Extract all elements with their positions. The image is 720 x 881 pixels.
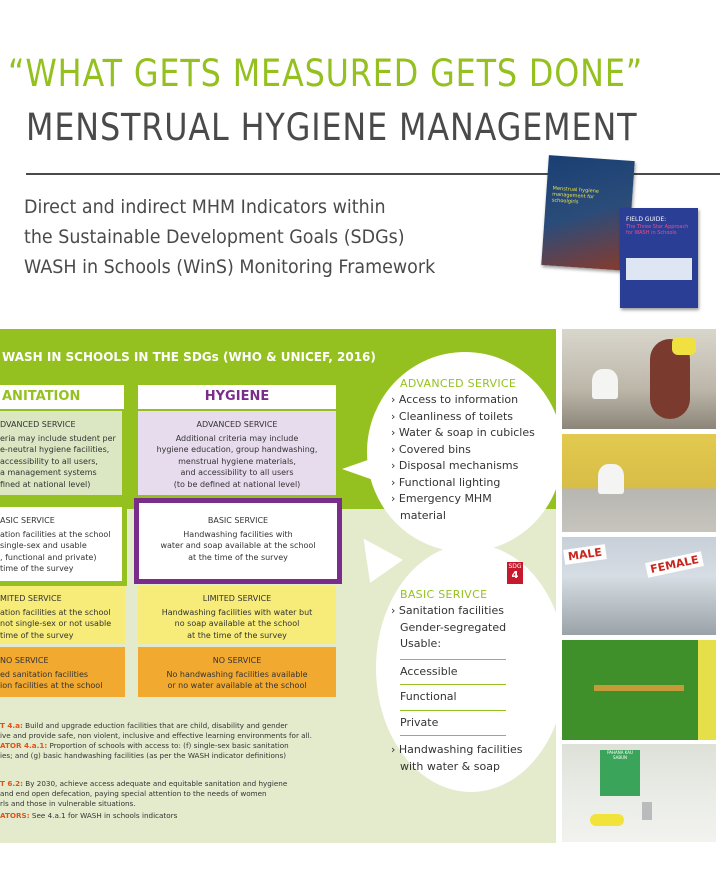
hygiene-basic-title: BASIC SERVICE <box>207 516 269 525</box>
chevron-right-icon: › <box>391 604 396 617</box>
hygiene-advanced-text-1: hygiene education, group handwashing, <box>156 445 318 454</box>
hygiene-basic-text-0: Handwashing facilities with <box>183 529 293 539</box>
sanitation-advanced-text-2: accessibility to all users, <box>0 456 98 466</box>
footnote-text: and end open defecation, paying special attention to the needs of women <box>0 789 267 798</box>
footnote-text: See 4.a.1 for WASH in schools indicators <box>29 811 178 820</box>
male-sign: MALE <box>563 544 607 565</box>
sanitation-column-header: ANITATION <box>0 385 124 409</box>
hygiene-limited-text-0: Handwashing facilities with water but <box>161 607 313 617</box>
basic-bubble-list <box>391 603 523 775</box>
door-frame-shape <box>698 640 716 740</box>
hygiene-limited-title: LIMITED SERVICE <box>202 594 272 603</box>
sanitation-basic-cell <box>0 502 127 586</box>
chevron-right-icon: › <box>391 743 396 756</box>
sanitation-advanced-text-4: fined at national level) <box>0 479 91 489</box>
sanitation-basic-text-3: time of the survey <box>0 564 74 573</box>
sanitation-basic-text-1: single-sex and usable <box>0 541 87 550</box>
sanitation-advanced-cell <box>0 411 122 495</box>
toilet-shape <box>592 369 618 399</box>
list-item-continued: Gender-segregated <box>400 620 507 634</box>
footnote-key: T 4.a: <box>0 721 23 730</box>
hygiene-limited-cell <box>138 586 336 644</box>
hygiene-advanced-text-4: (to be defined at national level) <box>173 479 301 489</box>
female-sign: FEMALE <box>645 551 704 578</box>
cover1-text: Menstrual hygiene management for schoolgirls <box>551 185 600 206</box>
footnote-line <box>0 789 267 799</box>
hygiene-limited-text-2: at the time of the survey <box>187 630 287 640</box>
quote-heading: “WHAT GETS MEASURED GETS DONE” <box>8 52 644 95</box>
sanitation-advanced-text-3: a management systems <box>0 468 97 477</box>
sanitation-basic-text-2: , functional and private) <box>0 552 97 562</box>
chevron-right-icon: › <box>391 393 396 406</box>
footnote-line <box>0 799 136 809</box>
list-item-continued: with water & soap <box>400 759 500 773</box>
photo-sink-soap <box>562 744 716 842</box>
hygiene-basic-cell <box>134 498 342 584</box>
sanitation-basic-text-0: ation facilities at the school <box>0 529 111 539</box>
sdg4-badge: SDG 4 <box>507 562 523 584</box>
footnote-line <box>0 751 286 761</box>
chevron-right-icon: › <box>391 426 396 439</box>
glove-shape <box>672 337 696 355</box>
footnote-text: Proportion of schools with access to: (f) single-sex basic sanitation <box>47 741 289 750</box>
footnote-text: ies; and (g) basic handwashing facilities (as per the WASH indicator definitions) <box>0 751 287 760</box>
sanitation-no-text-0: ed sanitation facilities <box>0 669 89 679</box>
list-item: › Emergency MHM <box>391 492 492 505</box>
photo-door-latch <box>562 640 716 740</box>
publication-cover-2 <box>620 208 698 308</box>
photo-toilet-room <box>562 434 716 532</box>
footnote-text: ive and provide safe, non violent, inclusive and effective learning environments for all. <box>0 731 312 740</box>
list-item: › Disposal mechanisms <box>391 459 519 472</box>
framework-heading: WASH IN SCHOOLS IN THE SDGs (WHO & UNICEF, 2016) <box>2 350 376 364</box>
cover2-title: FIELD GUIDE: <box>626 216 667 223</box>
hygiene-no-title: NO SERVICE <box>212 656 262 665</box>
footnote-text: Build and upgrade eduction facilities that are child, disability and gender <box>22 721 288 730</box>
sanitation-limited-cell <box>0 586 125 644</box>
list-item: › Functional lighting <box>391 475 501 489</box>
hygiene-advanced-text-0: Additional criteria may include <box>175 433 299 443</box>
hygiene-column-header: HYGIENE <box>138 385 336 409</box>
photo-gender-signs <box>562 537 716 635</box>
latch-shape <box>594 685 684 691</box>
subtitle-line-2: the Sustainable Development Goals (SDGs) <box>24 226 405 248</box>
chevron-right-icon: › <box>391 409 396 423</box>
footnote-line <box>0 741 289 751</box>
hygiene-basic-text-2: at the time of the survey <box>188 552 288 562</box>
list-item-continued: Usable: <box>400 637 442 650</box>
advanced-bubble-list <box>391 392 535 524</box>
sub-item-private: Private <box>391 710 523 737</box>
photo-cleaning-toilet <box>562 329 716 429</box>
hygiene-no-text-0: No handwashing facilities available <box>166 669 308 679</box>
footnote-text: By 2030, achieve access adequate and equitable sanitation and hygiene <box>23 779 288 788</box>
list-item: › Water & soap in cubicles <box>391 426 535 439</box>
tap-shape <box>642 802 652 820</box>
hygiene-no-text-1: or no water available at the school <box>167 681 307 690</box>
toilet-shape <box>598 464 624 494</box>
sanitation-limited-text-2: time of the survey <box>0 630 74 640</box>
subtitle-line-1: Direct and indirect MHM Indicators within <box>24 196 386 218</box>
list-item: › Covered bins <box>391 442 471 456</box>
sanitation-limited-text-1: not single-sex or not usable <box>0 619 112 628</box>
hygiene-advanced-text-3: and accessibility to all users <box>180 468 294 477</box>
hygiene-advanced-title: ADVANCED SERVICE <box>196 420 278 429</box>
footnote-text: rls and those in vulnerable situations. <box>0 799 136 808</box>
hygiene-advanced-cell <box>138 411 336 495</box>
hygiene-limited-text-1: no soap available at the school <box>174 619 300 628</box>
footnote-line <box>0 779 287 789</box>
soap-shape <box>590 814 624 826</box>
footnote-key: T 6.2: <box>0 779 24 788</box>
hygiene-basic-text-1: water and soap available at the school <box>160 541 316 550</box>
sanitation-no-service-cell <box>0 647 125 697</box>
sanitation-no-text-1: ion facilities at the school <box>0 681 103 690</box>
chevron-right-icon: › <box>391 492 396 505</box>
footnote-key: ATOR 4.a.1: <box>0 741 48 750</box>
hygiene-no-service-cell <box>138 647 336 697</box>
footnote-key: ATORS: <box>0 811 30 820</box>
cover2-subtitle: The Three Star Approach for WASH in Schools <box>626 224 689 236</box>
list-item: › Handwashing facilities <box>391 743 523 756</box>
sanitation-limited-text-0: ation facilities at the school <box>0 607 111 617</box>
sanitation-advanced-text-1: e-neutral hygiene facilities, <box>0 445 110 454</box>
sanitation-no-title: NO SERVICE <box>0 656 49 665</box>
list-item-continued: material <box>400 508 446 522</box>
handwashing-poster: PAHANA KAU SABUN <box>600 750 640 796</box>
chevron-right-icon: › <box>391 459 396 472</box>
sub-item-accessible: Accessible <box>382 659 523 681</box>
list-item: › Sanitation facilities <box>391 604 504 617</box>
sanitation-limited-title: MITED SERVICE <box>0 594 62 603</box>
sub-item-functional: Functional <box>391 684 523 706</box>
sanitation-advanced-text-0: eria may include student per <box>0 433 116 443</box>
chevron-right-icon: › <box>391 475 396 489</box>
footnote-line <box>0 721 288 731</box>
hygiene-advanced-text-2: menstrual hygiene materials, <box>178 456 296 466</box>
page-title: MENSTRUAL HYGIENE MANAGEMENT <box>26 106 638 149</box>
subtitle-line-3: WASH in Schools (WinS) Monitoring Framework <box>24 256 436 278</box>
cover2-photo-strip <box>626 258 692 280</box>
footnote-line <box>0 731 312 741</box>
footnote-line <box>0 811 177 821</box>
chevron-right-icon: › <box>391 442 396 456</box>
sanitation-basic-title: ASIC SERVICE <box>0 516 55 525</box>
advanced-bubble-title: ADVANCED SERVICE <box>400 377 517 390</box>
basic-bubble-title: BASIC SERIVCE <box>400 588 488 601</box>
sanitation-advanced-title: DVANCED SERVICE <box>0 420 76 429</box>
list-item: › Access to information <box>391 393 519 406</box>
list-item: › Cleanliness of toilets <box>391 409 513 423</box>
